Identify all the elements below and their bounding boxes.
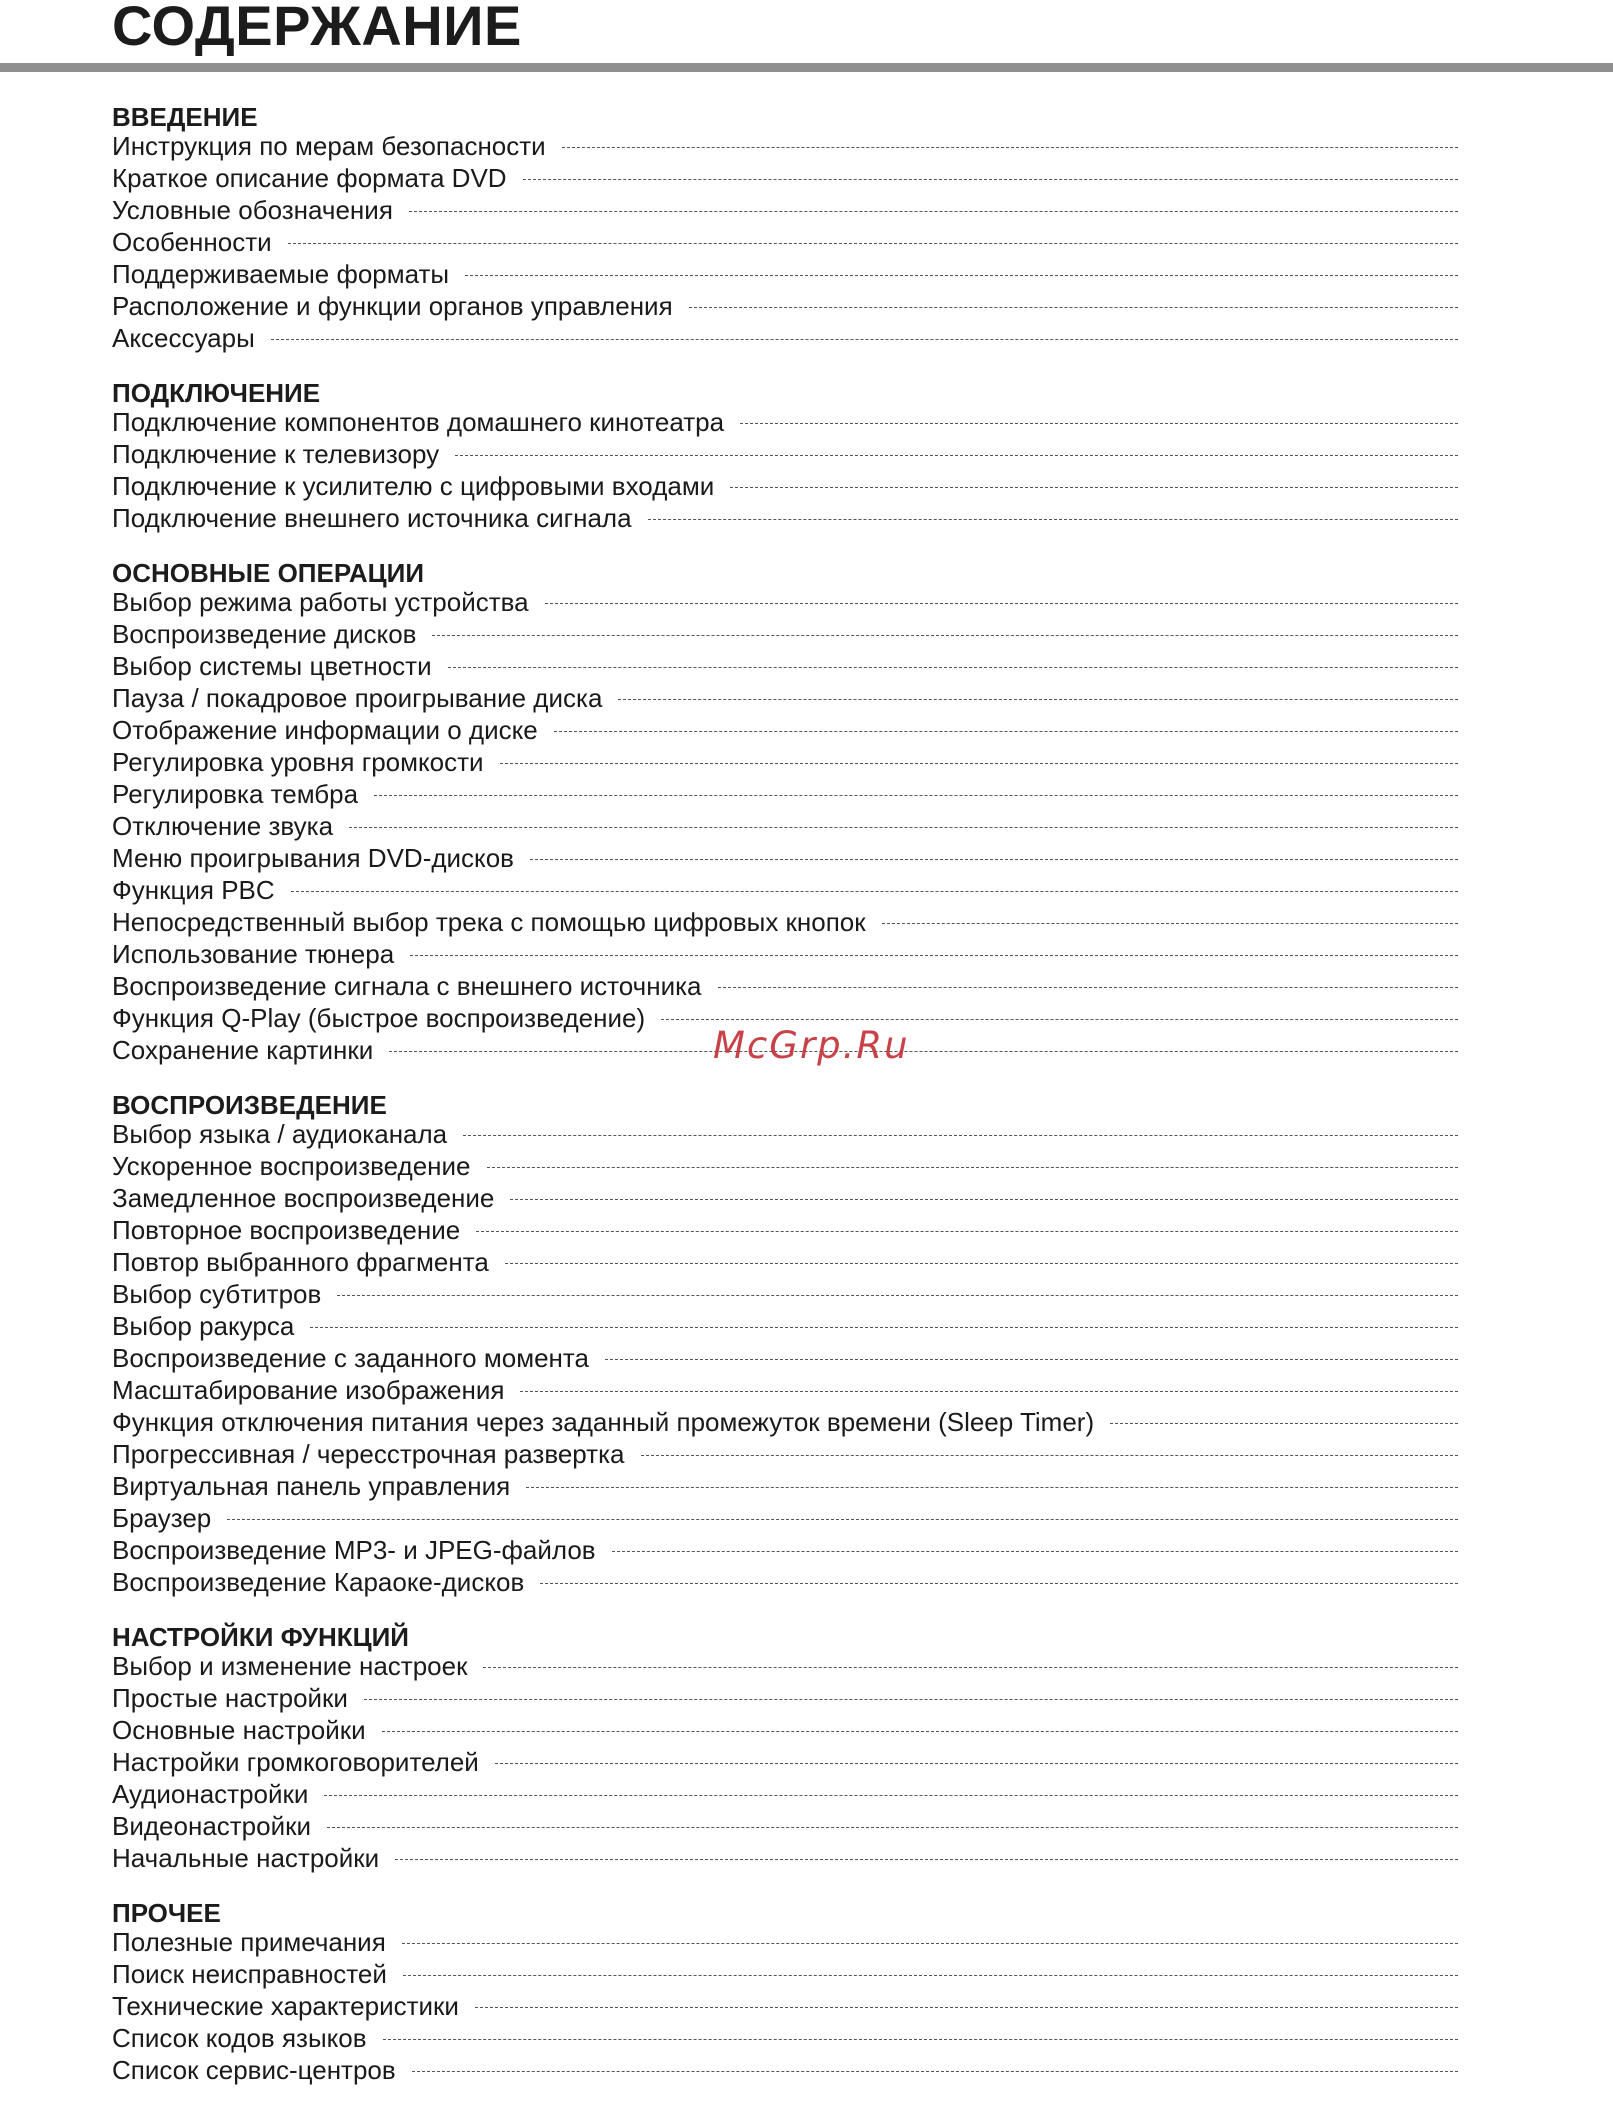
dotted-leader — [1110, 1423, 1458, 1424]
toc-entry-label: Подключение внешнего источника сигнала — [112, 503, 632, 533]
dotted-leader — [389, 1051, 1458, 1052]
toc-entry-label: Воспроизведение дисков — [112, 619, 417, 649]
toc-entry[interactable] — [112, 1502, 1458, 1534]
dotted-leader — [337, 1295, 1458, 1296]
toc-entry[interactable] — [112, 874, 1458, 906]
toc-entry-label: Условные обозначения — [112, 195, 393, 225]
dotted-leader — [483, 1667, 1458, 1668]
toc-entry-label: Воспроизведение Караоке-дисков — [112, 1567, 525, 1597]
toc-entry[interactable] — [112, 438, 1458, 470]
toc-entry-label: Расположение и функции органов управления — [112, 291, 673, 321]
toc-entry-label: Регулировка уровня громкости — [112, 747, 484, 777]
section-heading: ОСНОВНЫЕ ОПЕРАЦИИ — [112, 558, 425, 588]
toc-entry-label: Виртуальная панель управления — [112, 1471, 511, 1501]
toc-entry-label: Функция PBC — [112, 875, 275, 905]
toc-entry[interactable] — [112, 746, 1458, 778]
toc-entry-label: Регулировка тембра — [112, 779, 359, 809]
toc-entry-label: Выбор и изменение настроек — [112, 1651, 468, 1681]
toc-entry[interactable] — [112, 1810, 1458, 1842]
section-heading: ПРОЧЕЕ — [112, 1898, 221, 1928]
toc-entry[interactable] — [112, 1438, 1458, 1470]
toc-section — [112, 1618, 1458, 1874]
dotted-leader — [382, 1731, 1458, 1732]
toc-entry[interactable] — [112, 618, 1458, 650]
dotted-leader — [410, 955, 1458, 956]
toc-entry-label: Масштабирование изображения — [112, 1375, 505, 1405]
toc-entry[interactable] — [112, 1182, 1458, 1214]
table-of-contents — [112, 98, 1458, 2106]
dotted-leader — [227, 1519, 1458, 1520]
dotted-leader — [475, 2007, 1458, 2008]
toc-entry-label: Поддерживаемые форматы — [112, 259, 450, 289]
toc-entry-label: Простые настройки — [112, 1683, 348, 1713]
toc-entry[interactable] — [112, 1406, 1458, 1438]
dotted-leader — [412, 2071, 1458, 2072]
toc-entry[interactable] — [112, 1778, 1458, 1810]
toc-entry[interactable] — [112, 650, 1458, 682]
toc-entry-label: Воспроизведение MP3- и JPEG-файлов — [112, 1535, 596, 1565]
toc-entry-label: Меню проигрывания DVD-дисков — [112, 843, 514, 873]
dotted-leader — [500, 763, 1458, 764]
dotted-leader — [882, 923, 1458, 924]
toc-entry[interactable] — [112, 226, 1458, 258]
page-title: СОДЕРЖАНИЕ — [112, 0, 522, 57]
toc-entry[interactable] — [112, 194, 1458, 226]
dotted-leader — [562, 147, 1458, 148]
toc-entry[interactable] — [112, 502, 1458, 534]
toc-entry[interactable] — [112, 1470, 1458, 1502]
toc-entry-label: Воспроизведение сигнала с внешнего источника — [112, 971, 702, 1001]
dotted-leader — [324, 1795, 1458, 1796]
dotted-leader — [740, 423, 1458, 424]
section-heading: НАСТРОЙКИ ФУНКЦИЙ — [112, 1622, 409, 1652]
toc-entry[interactable] — [112, 970, 1458, 1002]
toc-entry[interactable] — [112, 2054, 1458, 2086]
dotted-leader — [374, 795, 1458, 796]
toc-entry[interactable] — [112, 1926, 1458, 1958]
toc-entry[interactable] — [112, 586, 1458, 618]
toc-entry-label: Поиск неисправностей — [112, 1959, 387, 1989]
section-heading: ПОДКЛЮЧЕНИЕ — [112, 378, 321, 408]
dotted-leader — [395, 1859, 1458, 1860]
toc-entry-label: Аудионастройки — [112, 1779, 309, 1809]
toc-entry[interactable] — [112, 470, 1458, 502]
title-rule — [0, 63, 1613, 72]
dotted-leader — [476, 1231, 1458, 1232]
dotted-leader — [510, 1199, 1458, 1200]
toc-entry-label: Отображение информации о диске — [112, 715, 538, 745]
dotted-leader — [432, 635, 1458, 636]
toc-entry[interactable] — [112, 1310, 1458, 1342]
dotted-leader — [505, 1263, 1458, 1264]
dotted-leader — [540, 1583, 1458, 1584]
dotted-leader — [648, 519, 1458, 520]
toc-entry[interactable] — [112, 938, 1458, 970]
toc-entry-label: Функция Q-Play (быстрое воспроизведение) — [112, 1003, 646, 1033]
toc-entry-label: Выбор ракурса — [112, 1311, 295, 1341]
dotted-leader — [526, 1487, 1458, 1488]
dotted-leader — [523, 179, 1458, 180]
dotted-leader — [291, 891, 1458, 892]
toc-entry[interactable] — [112, 162, 1458, 194]
toc-entry[interactable] — [112, 1990, 1458, 2022]
dotted-leader — [409, 211, 1458, 212]
toc-section — [112, 1894, 1458, 2086]
toc-entry[interactable] — [112, 1150, 1458, 1182]
dotted-leader — [448, 667, 1458, 668]
toc-entry-label: Особенности — [112, 227, 272, 257]
section-heading: ВВЕДЕНИЕ — [112, 102, 258, 132]
toc-entry-label: Инструкция по мерам безопасности — [112, 131, 546, 161]
dotted-leader — [364, 1699, 1458, 1700]
toc-entry-label: Выбор режима работы устройства — [112, 587, 529, 617]
dotted-leader — [520, 1391, 1458, 1392]
dotted-leader — [718, 987, 1458, 988]
dotted-leader — [605, 1359, 1458, 1360]
toc-entry-label: Повторное воспроизведение — [112, 1215, 461, 1245]
toc-section — [112, 554, 1458, 1066]
toc-entry[interactable] — [112, 1566, 1458, 1598]
toc-entry[interactable] — [112, 258, 1458, 290]
dotted-leader — [487, 1167, 1459, 1168]
toc-entry[interactable] — [112, 290, 1458, 322]
dotted-leader — [271, 339, 1458, 340]
dotted-leader — [383, 2039, 1458, 2040]
toc-entry-label: Непосредственный выбор трека с помощью цифровых кнопок — [112, 907, 866, 937]
toc-entry[interactable] — [112, 714, 1458, 746]
toc-entry[interactable] — [112, 1714, 1458, 1746]
toc-entry[interactable] — [112, 322, 1458, 354]
dotted-leader — [554, 731, 1458, 732]
dotted-leader — [689, 307, 1458, 308]
toc-entry-label: Список кодов языков — [112, 2023, 367, 2053]
toc-entry-label: Аксессуары — [112, 323, 255, 353]
dotted-leader — [530, 859, 1458, 860]
toc-entry-label: Браузер — [112, 1503, 212, 1533]
dotted-leader — [349, 827, 1458, 828]
toc-entry[interactable] — [112, 1534, 1458, 1566]
toc-entry[interactable] — [112, 1214, 1458, 1246]
toc-entry[interactable] — [112, 842, 1458, 874]
toc-entry[interactable] — [112, 1682, 1458, 1714]
toc-entry-label: Прогрессивная / чересстрочная развертка — [112, 1439, 625, 1469]
toc-entry-label: Краткое описание формата DVD — [112, 163, 507, 193]
dotted-leader — [310, 1327, 1458, 1328]
toc-entry-label: Выбор системы цветности — [112, 651, 432, 681]
toc-entry[interactable] — [112, 1118, 1458, 1150]
toc-entry[interactable] — [112, 1650, 1458, 1682]
toc-entry-label: Отключение звука — [112, 811, 334, 841]
dotted-leader — [455, 455, 1458, 456]
toc-entry[interactable] — [112, 1842, 1458, 1874]
dotted-leader — [730, 487, 1458, 488]
dotted-leader — [612, 1551, 1458, 1552]
toc-entry[interactable] — [112, 1246, 1458, 1278]
toc-entry-label: Повтор выбранного фрагмента — [112, 1247, 489, 1277]
toc-entry[interactable] — [112, 406, 1458, 438]
watermark: McGrp.Ru — [713, 1024, 910, 1067]
toc-entry-label: Выбор языка / аудиоканала — [112, 1119, 448, 1149]
dotted-leader — [641, 1455, 1459, 1456]
toc-entry-label: Основные настройки — [112, 1715, 366, 1745]
toc-entry[interactable] — [112, 1746, 1458, 1778]
toc-section — [112, 374, 1458, 534]
toc-entry-label: Использование тюнера — [112, 939, 395, 969]
toc-entry[interactable] — [112, 1958, 1458, 1990]
toc-entry-label: Список сервис-центров — [112, 2055, 396, 2085]
dotted-leader — [327, 1827, 1458, 1828]
toc-entry-label: Функция отключения питания через заданный промежуток времени (Sleep Timer) — [112, 1407, 1095, 1437]
toc-entry[interactable] — [112, 1278, 1458, 1310]
dotted-leader — [402, 1943, 1458, 1944]
dotted-leader — [463, 1135, 1458, 1136]
dotted-leader — [403, 1975, 1458, 1976]
toc-entry-label: Видеонастройки — [112, 1811, 312, 1841]
dotted-leader — [661, 1019, 1458, 1020]
toc-entry-label: Сохранение картинки — [112, 1035, 374, 1065]
dotted-leader — [288, 243, 1458, 244]
section-heading: ВОСПРОИЗВЕДЕНИЕ — [112, 1090, 387, 1120]
dotted-leader — [465, 275, 1458, 276]
toc-entry-label: Воспроизведение с заданного момента — [112, 1343, 589, 1373]
toc-entry[interactable] — [112, 1374, 1458, 1406]
toc-entry[interactable] — [112, 130, 1458, 162]
toc-section — [112, 1086, 1458, 1598]
toc-entry-label: Технические характеристики — [112, 1991, 459, 2021]
toc-entry-label: Ускоренное воспроизведение — [112, 1151, 471, 1181]
toc-entry-label: Начальные настройки — [112, 1843, 380, 1873]
toc-entry[interactable] — [112, 906, 1458, 938]
toc-entry[interactable] — [112, 810, 1458, 842]
toc-entry-label: Выбор субтитров — [112, 1279, 322, 1309]
toc-entry[interactable] — [112, 778, 1458, 810]
dotted-leader — [618, 699, 1458, 700]
toc-entry[interactable] — [112, 2022, 1458, 2054]
toc-entry-label: Полезные примечания — [112, 1927, 386, 1957]
toc-section — [112, 98, 1458, 354]
toc-entry-label: Пауза / покадровое проигрывание диска — [112, 683, 603, 713]
toc-entry-label: Подключение к усилителю с цифровыми входами — [112, 471, 715, 501]
toc-entry[interactable] — [112, 682, 1458, 714]
dotted-leader — [545, 603, 1458, 604]
toc-entry-label: Подключение компонентов домашнего кинотеатра — [112, 407, 725, 437]
toc-entry-label: Замедленное воспроизведение — [112, 1183, 495, 1213]
dotted-leader — [495, 1763, 1458, 1764]
toc-entry[interactable] — [112, 1342, 1458, 1374]
toc-entry-label: Подключение к телевизору — [112, 439, 440, 469]
toc-entry-label: Настройки громкоговорителей — [112, 1747, 479, 1777]
